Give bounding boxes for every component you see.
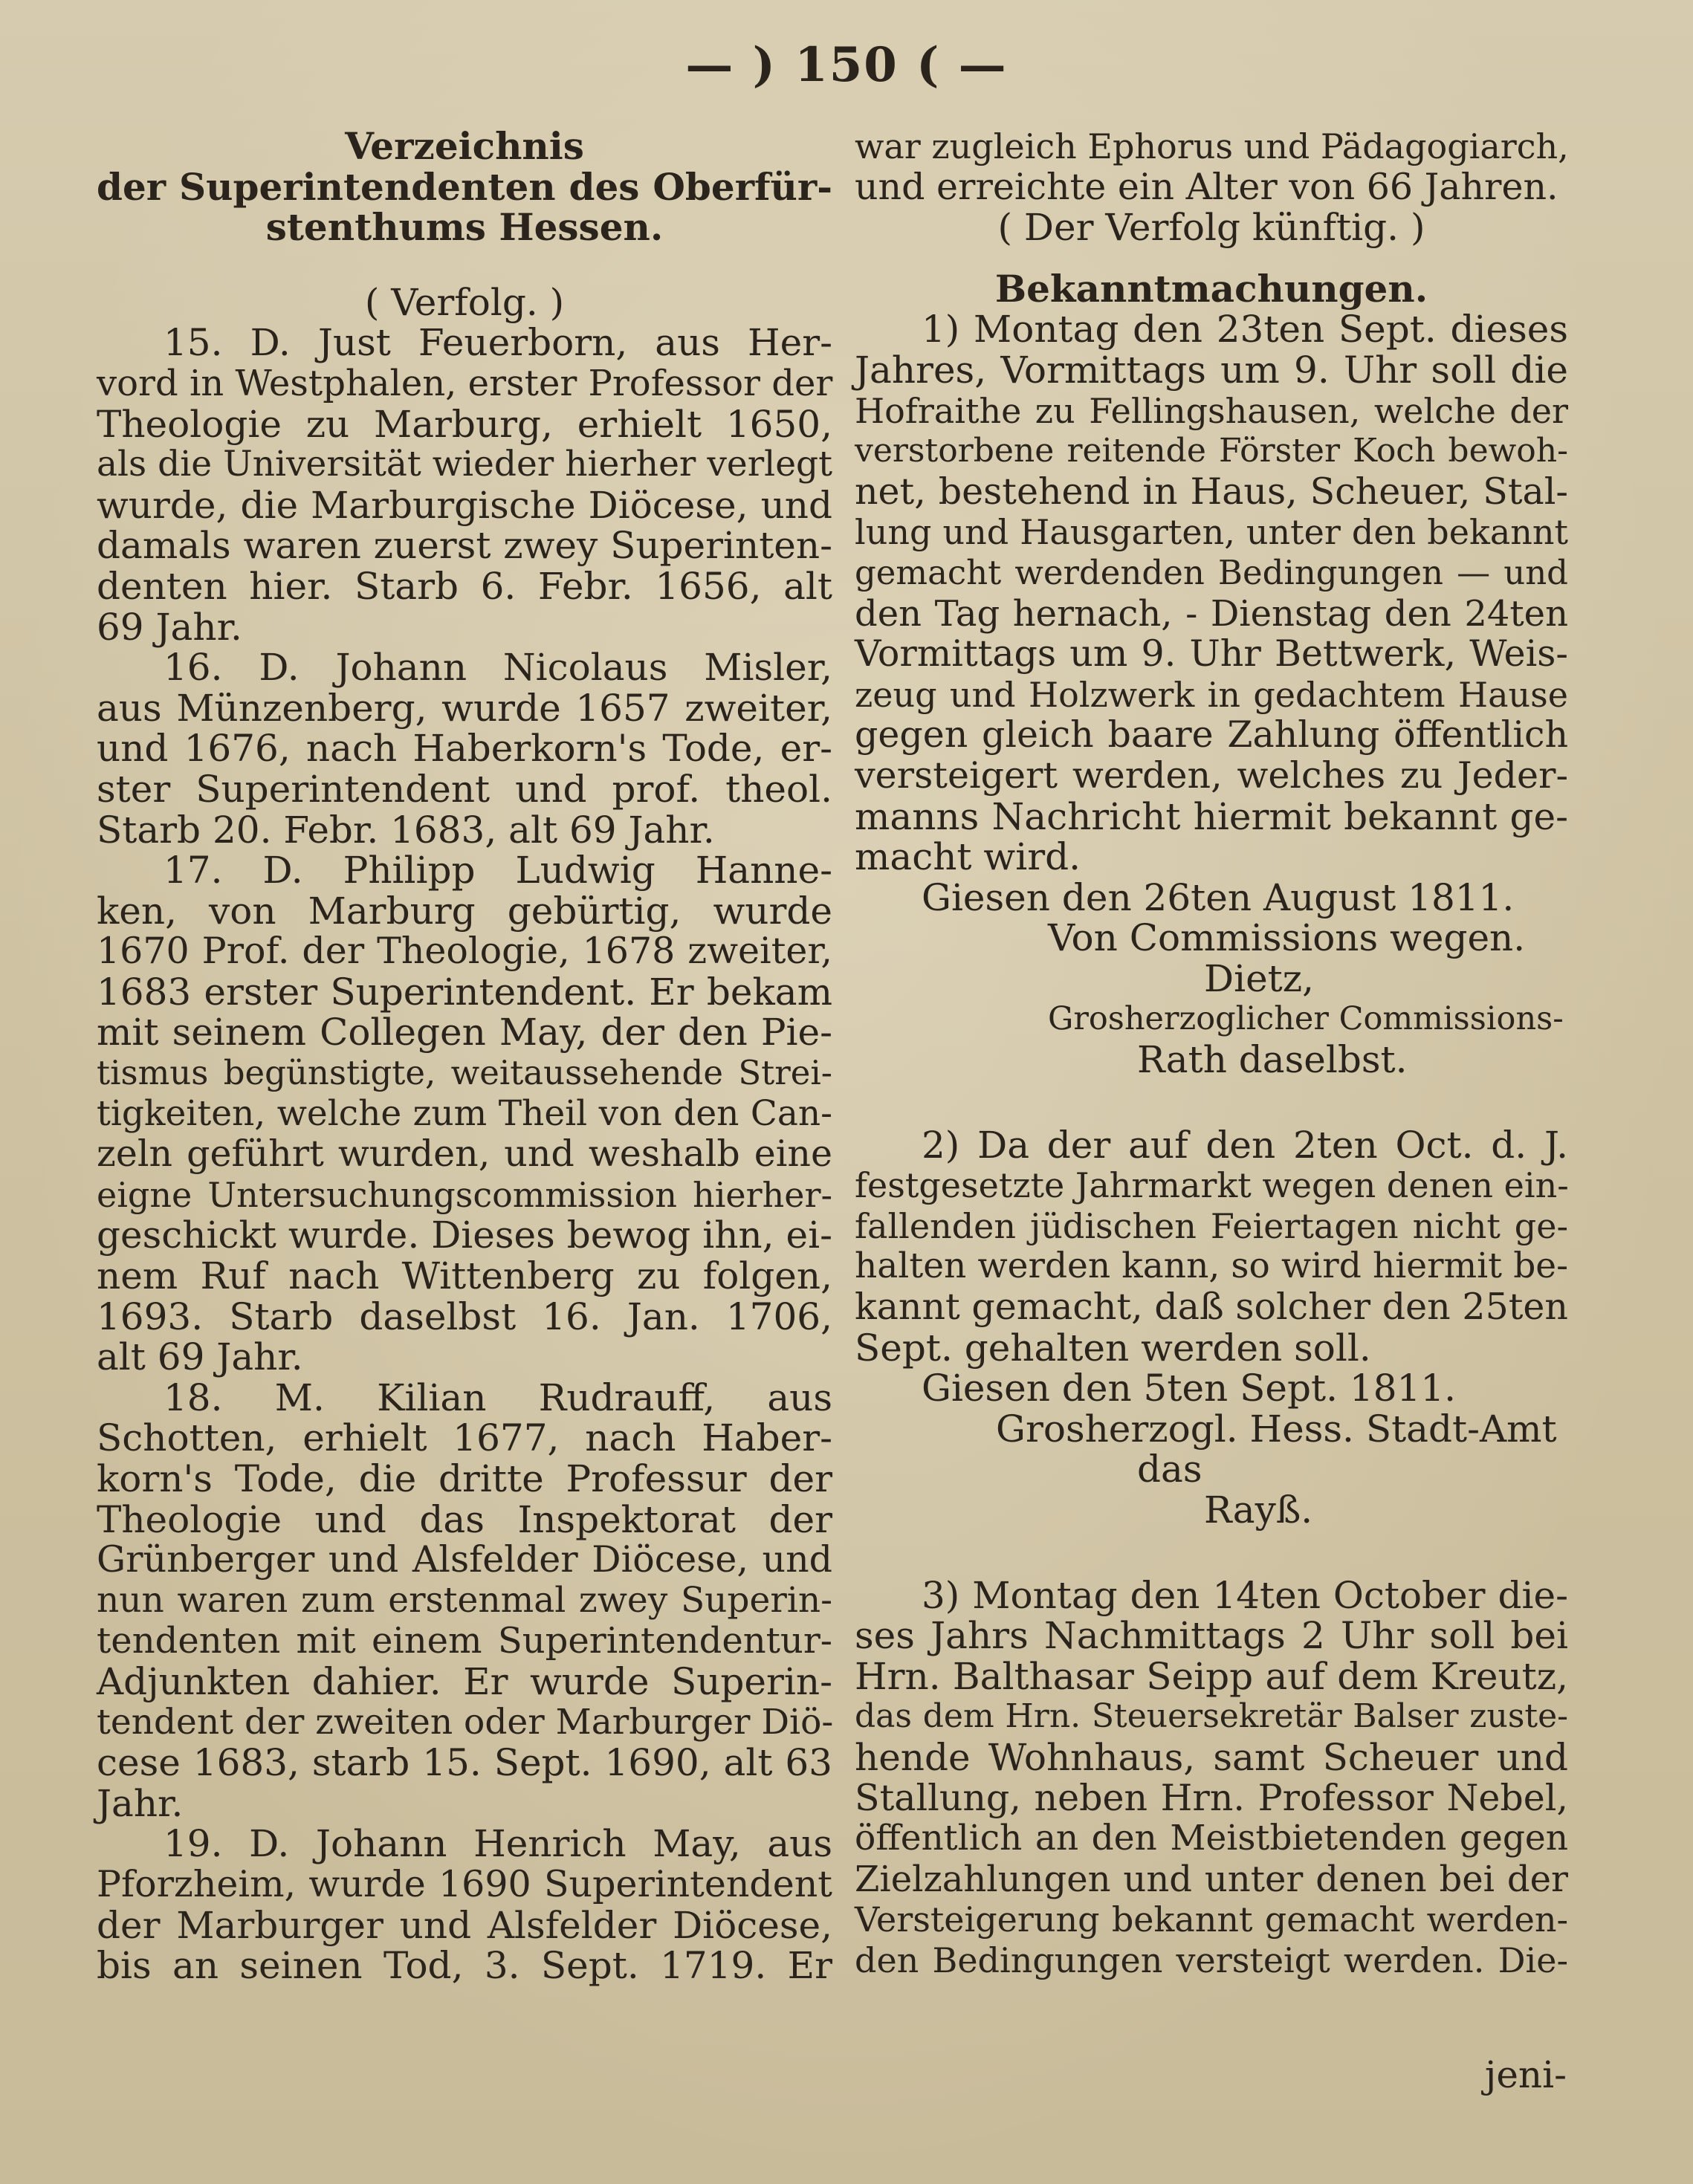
notice-signer: Dietz, — [1204, 956, 1314, 1000]
text-line: Vormittags um 9. Uhr Bettwerk, Weis- — [855, 632, 1568, 675]
text-line: als die Universität wieder hierher verlegt — [97, 444, 832, 485]
text-line: öffentlich an den Meistbietenden gegen — [855, 1818, 1568, 1859]
text-line: korn's Tode, die dritte Professur der — [97, 1457, 832, 1500]
text-line: zeug und Holzwerk in gedachtem Hause — [855, 674, 1568, 715]
text-line: macht wird. — [855, 835, 1081, 879]
text-line: Hofraithe zu Fellingshausen, welche der — [855, 390, 1568, 431]
text-line: tendent der zweiten oder Marburger Diö- — [97, 1701, 834, 1743]
text-line: ses Jahrs Nachmittags 2 Uhr soll bei — [855, 1614, 1568, 1658]
text-line: gemacht werdenden Bedingungen — und — [855, 552, 1568, 592]
notice-2 — [855, 1125, 1568, 1531]
text-line: Theologie und das Inspektorat der — [97, 1497, 832, 1541]
text-line: tigkeiten, welche zum Theil von den Can- — [97, 1092, 832, 1134]
text-line: das dem Hrn. Steuersekretär Balser zuste- — [855, 1697, 1568, 1736]
text-line: den Tag hernach, - Dienstag den 24ten — [855, 592, 1568, 635]
text-line: mit seinem Collegen May, der den Pie- — [97, 1011, 832, 1054]
text-line: 15. D. Just Feuerborn, aus Her- — [164, 321, 832, 365]
text-line: Sept. gehalten werden soll. — [855, 1326, 1371, 1370]
text-line: manns Nachricht hiermit bekannt ge- — [855, 794, 1568, 838]
text-line: 17. D. Philipp Ludwig Hanne- — [164, 849, 832, 892]
notice-signer: Rayß. — [1204, 1488, 1313, 1532]
text-line: verstorbene reitende Förster Koch bewoh- — [855, 432, 1568, 470]
text-line: 3) Montag den 14ten October die- — [922, 1573, 1568, 1617]
notice-1 — [855, 309, 1568, 1080]
text-line: Zielzahlungen und unter denen bei der — [855, 1858, 1568, 1900]
notice-authority: Grosherzogl. Hess. Stadt-Amt — [996, 1407, 1557, 1451]
page-number: — ) 150 ( — — [685, 37, 1008, 93]
text-line: 19. D. Johann Henrich May, aus — [164, 1822, 832, 1866]
text-line: 1693. Starb daselbst 16. Jan. 1706, — [97, 1294, 832, 1338]
text-line: war zugleich Ephorus und Pädagogiarch, — [855, 126, 1569, 166]
heading-line: Verzeichnis — [345, 124, 584, 168]
text-line: aus Münzenberg, wurde 1657 zweiter, — [97, 686, 832, 730]
notice-date: Giesen den 5ten Sept. 1811. — [922, 1367, 1457, 1410]
text-line: lung und Hausgarten, unter den bekannt — [855, 512, 1568, 553]
text-line: Adjunkten dahier. Er wurde Superin- — [97, 1659, 832, 1703]
text-line: alt 69 Jahr. — [97, 1335, 303, 1379]
text-line: Pforzheim, wurde 1690 Superintendent — [97, 1862, 832, 1905]
text-line: 18. M. Kilian Rudrauff, aus — [164, 1375, 832, 1419]
text-line: und erreichte ein Alter von 66 Jahren. — [855, 165, 1558, 208]
entry-18 — [97, 1375, 834, 1825]
text-line: vord in Westphalen, erster Professor der — [97, 362, 833, 404]
heading-line: der Superintendenten des Oberfür- — [97, 164, 832, 209]
section-title: Bekanntmachungen. — [994, 266, 1428, 311]
entry-19 — [97, 1824, 832, 1986]
text-line: fallenden jüdischen Feiertagen nicht ge- — [855, 1205, 1568, 1246]
text-line: Grünberger und Alsfelder Diöcese, und — [97, 1538, 832, 1581]
text-line: eigne Untersuchungscommission hierher- — [97, 1174, 832, 1215]
text-line: halten werden kann, so wird hiermit be- — [855, 1245, 1568, 1287]
section-heading — [97, 126, 832, 248]
text-line: 69 Jahr. — [97, 605, 242, 649]
continued-label: ( Verfolg. ) — [364, 280, 565, 324]
text-line: net, bestehend in Haus, Scheuer, Stal- — [855, 470, 1568, 513]
text-line: cese 1683, starb 15. Sept. 1690, alt 63 — [97, 1741, 832, 1785]
text-line: Jahr. — [97, 1781, 184, 1825]
text-line: nem Ruf nach Wittenberg zu folgen, — [97, 1254, 832, 1298]
text-line: wurde, die Marburgische Diöcese, und — [97, 483, 832, 527]
text-line: den Bedingungen versteigt werden. Die- — [855, 1940, 1568, 1980]
text-line: tismus begünstigte, weitaussehende Strei- — [97, 1053, 832, 1093]
text-line: hende Wohnhaus, samt Scheuer und — [855, 1735, 1568, 1779]
left-column — [97, 126, 832, 1986]
entry-17 — [97, 850, 832, 1378]
text-line: versteigert werden, welches zu Jeder- — [855, 754, 1568, 797]
notice-signer-title: Rath daselbst. — [1137, 1038, 1408, 1082]
text-line: und 1676, nach Haberkorn's Tode, er- — [97, 727, 832, 771]
text-line: Starb 20. Febr. 1683, alt 69 Jahr. — [97, 808, 715, 852]
text-line: 1) Montag den 23ten Sept. dieses — [922, 308, 1568, 351]
notice-article: das — [1137, 1448, 1202, 1491]
text-line: Jahres, Vormittags um 9. Uhr soll die — [855, 348, 1568, 392]
text-line: Versteigerung bekannt gemacht werden- — [855, 1899, 1568, 1940]
text-line: bis an seinen Tod, 3. Sept. 1719. Er — [97, 1944, 832, 1988]
notice-authority: Von Commissions wegen. — [1048, 916, 1526, 960]
notice-date: Giesen den 26ten August 1811. — [922, 875, 1515, 919]
right-column — [855, 126, 1568, 1981]
text-line: Hrn. Balthasar Seipp auf dem Kreutz, — [855, 1654, 1568, 1698]
text-line: 2) Da der auf den 2ten Oct. d. J. — [922, 1123, 1568, 1167]
text-line: denten hier. Starb 6. Febr. 1656, alt — [97, 564, 832, 608]
text-line: nun waren zum erstenmal zwey Superin- — [97, 1579, 832, 1621]
text-line: Theologie zu Marburg, erhielt 1650, — [97, 402, 832, 446]
entry-15 — [97, 323, 832, 647]
text-line: Stallung, neben Hrn. Professor Nebel, — [855, 1776, 1568, 1819]
notice-3 — [855, 1575, 1568, 1981]
continued-label: ( Der Verfolg künftig. ) — [997, 206, 1425, 250]
text-line: gegen gleich baare Zahlung öffentlich — [855, 713, 1568, 756]
text-line: festgesetzte Jahrmarkt wegen denen ein- — [855, 1165, 1569, 1206]
text-line: damals waren zuerst zwey Superinten- — [97, 524, 832, 568]
text-line: der Marburger und Alsfelder Diöcese, — [97, 1903, 832, 1947]
text-line: zeln geführt wurden, und weshalb eine — [97, 1132, 832, 1176]
notice-signer-title: Grosherzoglicher Commissions- — [1048, 1000, 1564, 1038]
text-line: Schotten, erhielt 1677, nach Haber- — [97, 1416, 832, 1460]
entry-16 — [97, 647, 832, 850]
text-line: kannt gemacht, daß solcher den 25ten — [855, 1286, 1568, 1329]
catchword: jeni- — [1484, 2053, 1567, 2096]
text-line: 1683 erster Superintendent. Er bekam — [97, 970, 832, 1014]
text-line: tendenten mit einem Superintendentur- — [97, 1620, 832, 1662]
text-line: ken, von Marburg gebürtig, wurde — [97, 889, 832, 933]
text-line: ster Superintendent und prof. theol. — [97, 767, 832, 811]
text-line: geschickt wurde. Dieses bewog ihn, ei- — [97, 1213, 832, 1257]
text-line: 1670 Prof. der Theologie, 1678 zweiter, — [97, 930, 832, 973]
heading-line: stenthums Hessen. — [265, 205, 664, 250]
text-line: 16. D. Johann Nicolaus Misler, — [164, 646, 832, 690]
